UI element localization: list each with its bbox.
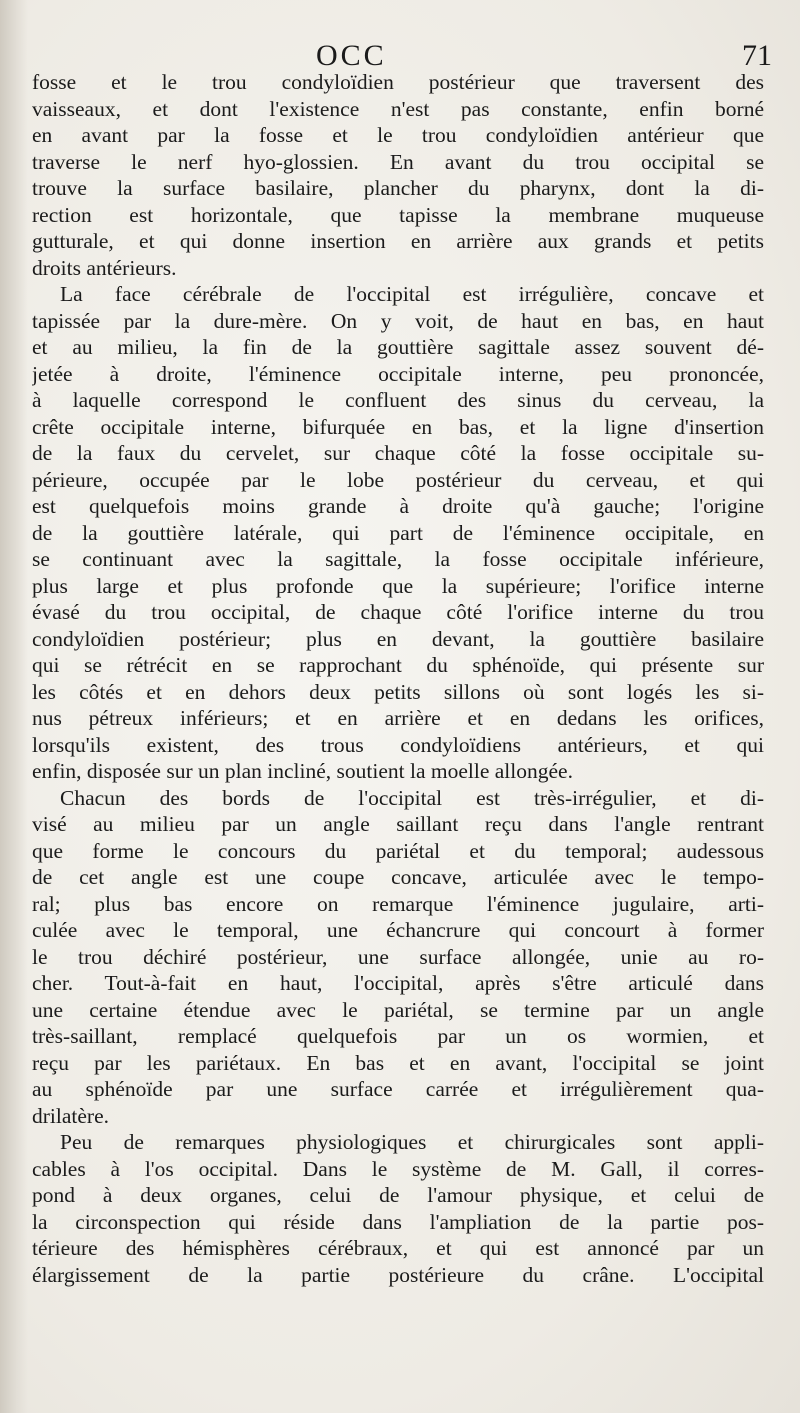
- text-line: trouve la surface basilaire, plancher du pharynx, dont la di-: [32, 176, 764, 200]
- text-line: le trou déchiré postérieur, une surface allongée, unie au ro-: [32, 944, 764, 969]
- running-head-title: OCC: [316, 39, 387, 72]
- text-line: plus large et plus profonde que la supérieure; l'orifice interne: [32, 573, 764, 598]
- text-line: très-saillant, remplacé quelquefois par un os wormien, et: [32, 1024, 764, 1048]
- text-line: Chacun des bords de l'occipital est très-irrégulier, et di-: [60, 785, 764, 810]
- text-line: de la gouttière latérale, qui part de l'éminence occipitale, en: [32, 520, 764, 545]
- paragraph-cerebral-face: [32, 281, 764, 785]
- text-line: nus pétreux inférieurs; et en arrière et en dedans les orifices,: [32, 706, 764, 730]
- text-line: droits antérieurs.: [32, 255, 177, 280]
- text-line: culée avec le temporal, une échancrure qui concourt à former: [32, 918, 764, 942]
- text-line: reçu par les pariétaux. En bas et en avant, l'occipital se joint: [32, 1050, 764, 1075]
- text-line: visé au milieu par un angle saillant reçu dans l'angle rentrant: [32, 812, 764, 836]
- page-number: 71: [742, 39, 772, 72]
- text-line: au sphénoïde par une surface carrée et irrégulièrement qua-: [32, 1077, 764, 1101]
- text-line: la circonspection qui réside dans l'ampliation de la partie pos-: [32, 1209, 764, 1234]
- text-line: térieure des hémisphères cérébraux, et qui est annoncé par un: [32, 1236, 764, 1260]
- text-line: une certaine étendue avec le pariétal, se termine par un angle: [32, 997, 764, 1022]
- text-line: en avant par la fosse et le trou condyloïdien antérieur que: [32, 123, 764, 147]
- text-line: crête occipitale interne, bifurquée en bas, et la ligne d'insertion: [32, 414, 764, 439]
- text-line: que forme le concours du pariétal et du temporal; audessous: [32, 838, 764, 863]
- text-line: Peu de remarques physiologiques et chirurgicales sont appli-: [60, 1130, 764, 1154]
- text-line: les côtés et en dehors deux petits sillons où sont logés les si-: [32, 679, 764, 704]
- text-line: ral; plus bas encore on remarque l'éminence jugulaire, arti-: [32, 891, 764, 916]
- text-line: de la faux du cervelet, sur chaque côté la fosse occipitale su-: [32, 441, 764, 465]
- text-line: drilatère.: [32, 1103, 109, 1128]
- text-line: cher. Tout-à-fait en haut, l'occipital, après s'être articulé dans: [32, 971, 764, 995]
- text-line: jetée à droite, l'éminence occipitale interne, peu prononcée,: [32, 361, 764, 386]
- paragraph-physiological-remarks: [32, 1129, 764, 1288]
- text-line: condyloïdien postérieur; plus en devant, la gouttière basilaire: [32, 626, 764, 651]
- text-line: enfin, disposée sur un plan incliné, soutient la moelle allongée.: [32, 759, 573, 783]
- text-line: se continuant avec la sagittale, la fosse occipitale inférieure,: [32, 547, 764, 571]
- paragraph-borders: [32, 785, 764, 1130]
- text-line: vaisseaux, et dont l'existence n'est pas constante, enfin borné: [32, 96, 764, 121]
- text-line: La face cérébrale de l'occipital est irrégulière, concave et: [60, 282, 764, 306]
- paragraph-occipital-fossa: [32, 69, 764, 281]
- text-line: de cet angle est une coupe concave, articulée avec le tempo-: [32, 865, 764, 889]
- text-line: élargissement de la partie postérieure du crâne. L'occipital: [32, 1262, 764, 1287]
- text-line: est quelquefois moins grande à droite qu'à gauche; l'origine: [32, 494, 764, 518]
- text-line: traverse le nerf hyo-glossien. En avant du trou occipital se: [32, 149, 764, 174]
- text-line: fosse et le trou condyloïdien postérieur que traversent des: [32, 70, 764, 94]
- text-line: et au milieu, la fin de la gouttière sagittale assez souvent dé-: [32, 335, 764, 359]
- text-line: qui se rétrécit en se rapprochant du sphénoïde, qui présente sur: [32, 653, 764, 677]
- text-line: à laquelle correspond le confluent des sinus du cerveau, la: [32, 388, 764, 412]
- text-line: gutturale, et qui donne insertion en arrière aux grands et petits: [32, 229, 764, 253]
- text-line: périeure, occupée par le lobe postérieur du cerveau, et qui: [32, 467, 764, 492]
- page-binding-shadow: [0, 0, 28, 1413]
- text-line: pond à deux organes, celui de l'amour physique, et celui de: [32, 1183, 764, 1207]
- body-text: [32, 69, 764, 1288]
- text-line: lorsqu'ils existent, des trous condyloïdiens antérieurs, et qui: [32, 732, 764, 757]
- text-line: tapissée par la dure-mère. On y voit, de haut en bas, en haut: [32, 308, 764, 333]
- text-line: évasé du trou occipital, de chaque côté l'orifice interne du trou: [32, 600, 764, 624]
- text-line: rection est horizontale, que tapisse la membrane muqueuse: [32, 202, 764, 227]
- text-line: cables à l'os occipital. Dans le système de M. Gall, il corres-: [32, 1156, 764, 1181]
